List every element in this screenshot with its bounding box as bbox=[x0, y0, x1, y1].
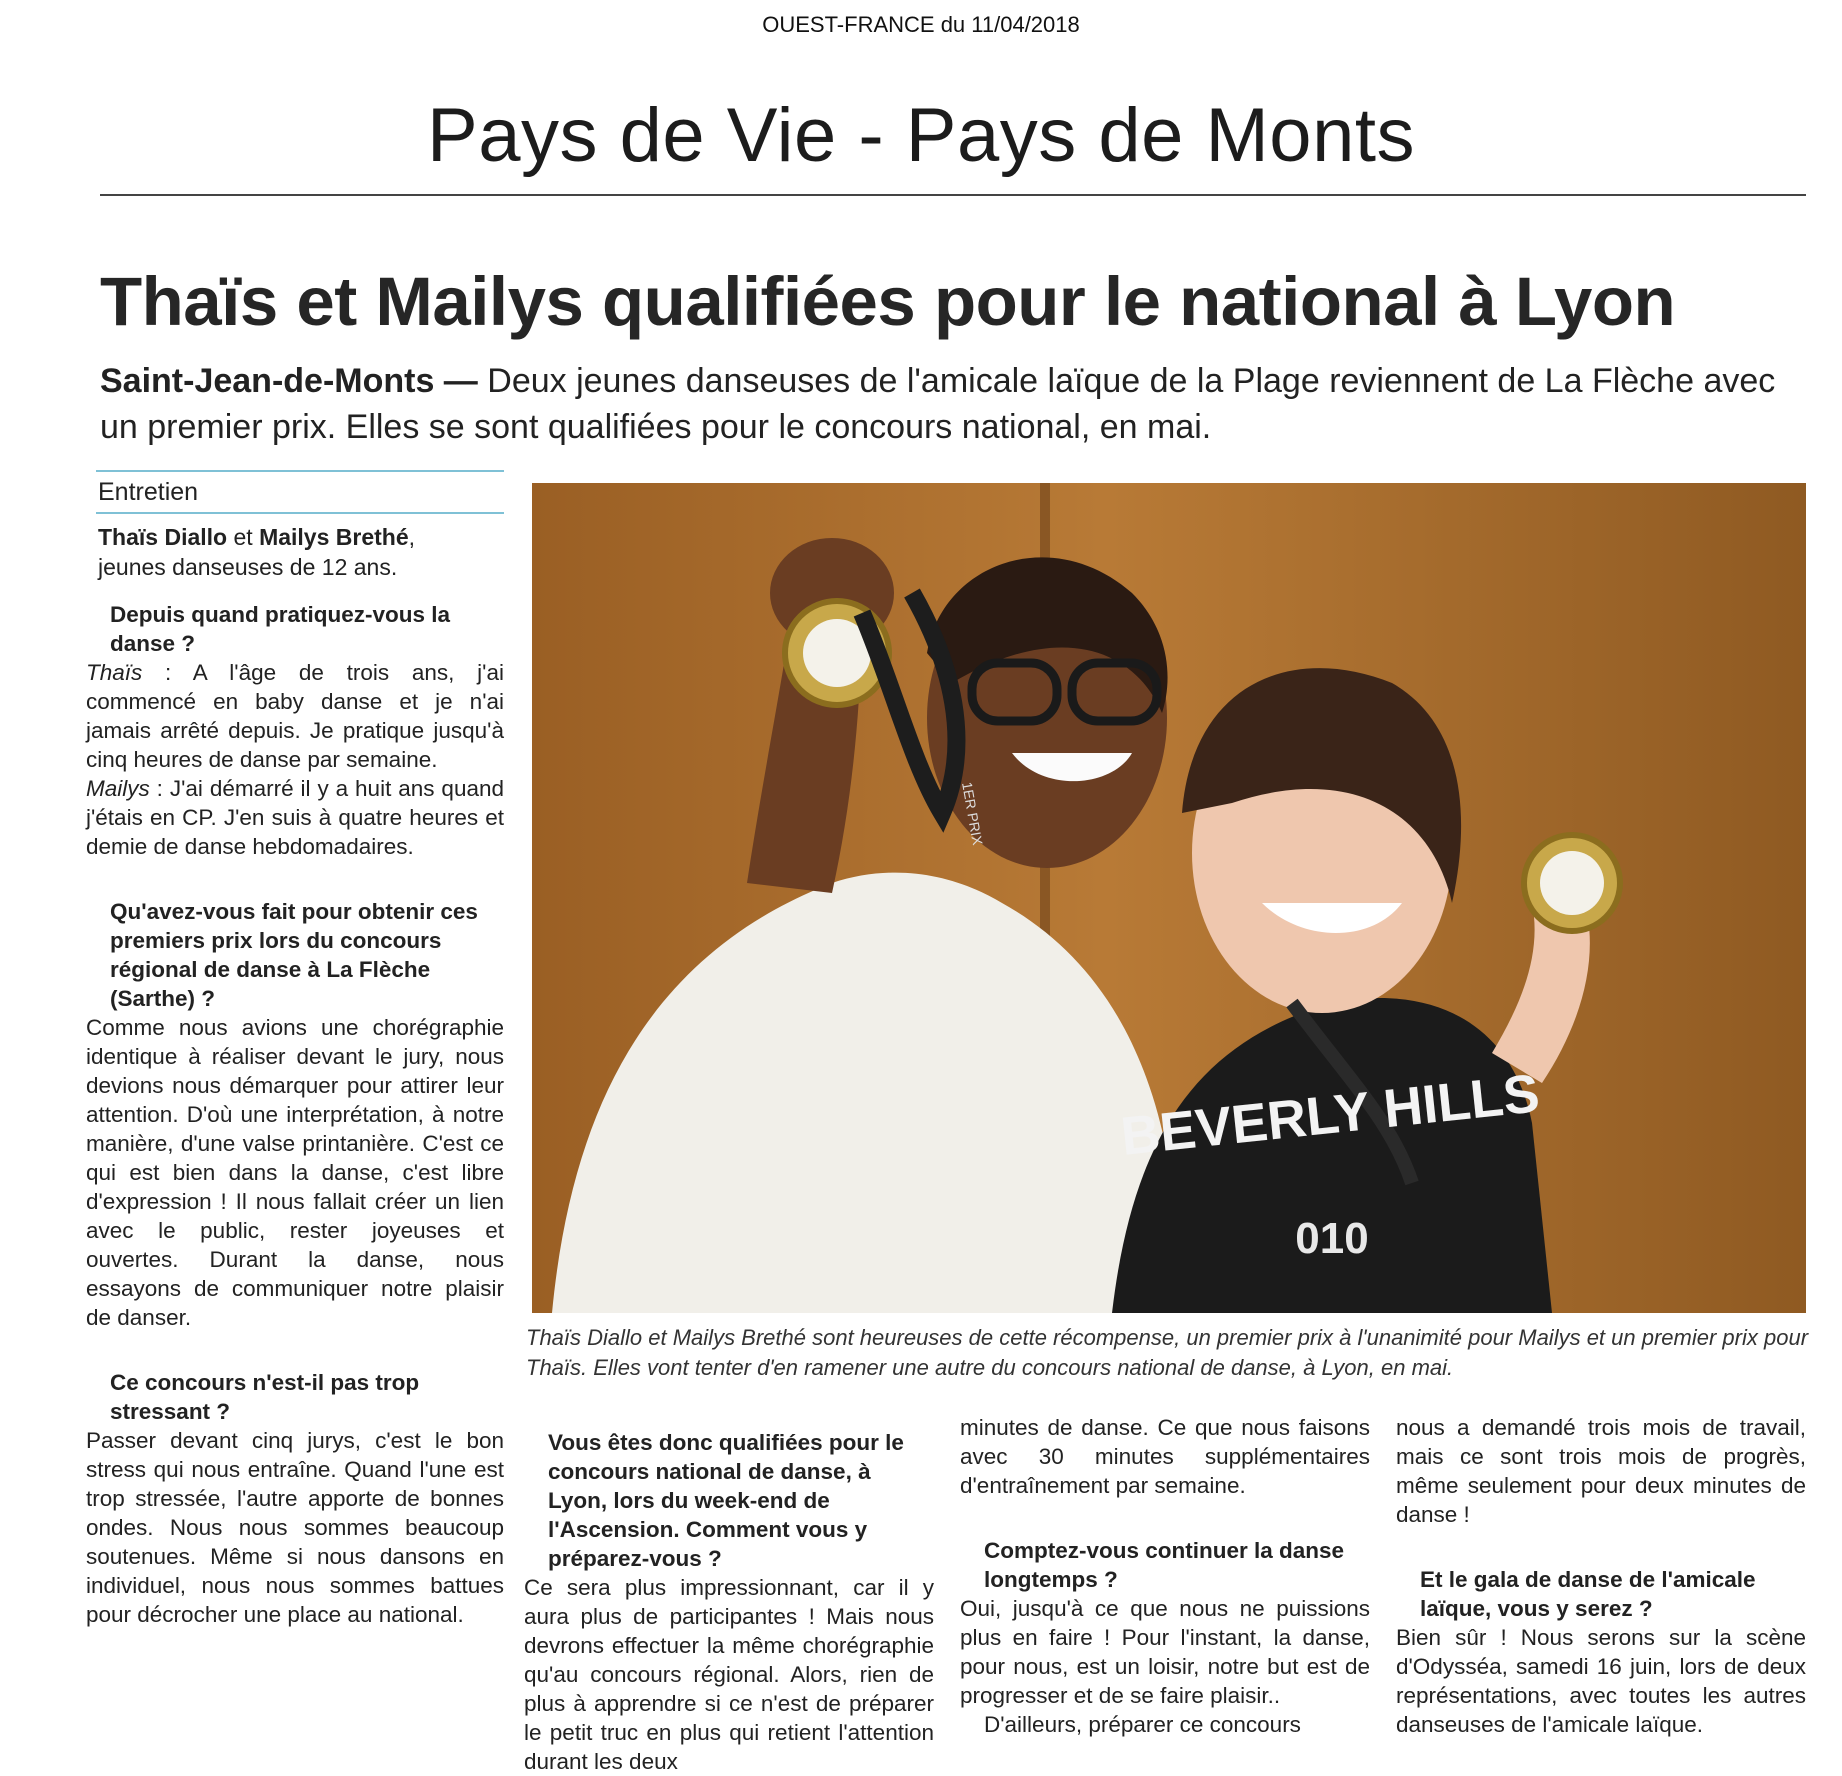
column-2 bbox=[524, 1428, 934, 1776]
answer-2: Comme nous avions une chorégraphie identique à réaliser devant le jury, nous devions nous démarquer pour attirer leur attention. D'où une interprétation, à notre manière, d'une valse printanière. C'est ce qui est bien dans la danse, c'est libre d'expression ! Il nous fallait créer un lien avec le public, rester joyeuses et ouvertes. Durant la danse, nous essayons de communiquer notre plaisir de danser. bbox=[86, 1015, 504, 1330]
column-4 bbox=[1396, 1413, 1806, 1739]
photo-illustration bbox=[532, 483, 1806, 1313]
answer-3: Passer devant cinq jurys, c'est le bon stress qui nous entraîne. Quand l'une est trop stressée, l'autre apporte de bonnes ondes. Nous nous sommes beaucoup soutenues. Même si nous dansons en individuel, nous nous sommes battues pour décrocher une place au national. bbox=[86, 1428, 504, 1627]
speaker-mailys: Mailys bbox=[86, 776, 150, 801]
answer-5-next: D'ailleurs, préparer ce concours bbox=[984, 1712, 1301, 1737]
question-3: Ce concours n'est-il pas trop stressant ? bbox=[110, 1370, 420, 1424]
kicker: Entretien bbox=[98, 478, 199, 506]
answer-1-mailys: : J'ai démarré il y a huit ans quand j'étais en CP. J'en suis à quatre heures et demie de danse hebdomadaires. bbox=[86, 776, 504, 859]
ribbon-text: 1ER PRIX bbox=[959, 780, 986, 847]
answer-6: Bien sûr ! Nous serons sur la scène d'Odysséa, samedi 16 juin, lors de deux représentations, avec toutes les autres danseuses de l'amicale laïque. bbox=[1396, 1625, 1806, 1737]
byline-name-1: Thaïs Diallo bbox=[98, 524, 228, 550]
article-photo bbox=[532, 483, 1806, 1313]
shirt-number: 010 bbox=[1295, 1214, 1369, 1263]
article-headline: Thaïs et Mailys qualifiées pour le national à Lyon bbox=[100, 263, 1676, 340]
section-divider bbox=[100, 194, 1806, 196]
photo-caption: Thaïs Diallo et Mailys Brethé sont heureuses de cette récompense, un premier prix à l'unanimité pour Mailys et un premier prix pour Thaïs. Elles vont tenter d'en ramener une autre du concours national de danse, à Lyon, en mai. bbox=[526, 1325, 1809, 1380]
speaker-thais: Thaïs bbox=[86, 660, 143, 685]
question-4: Vous êtes donc qualifiées pour le concours national de danse, à Lyon, lors du week-end de l'Ascension. Comment vous y préparez-vous ? bbox=[548, 1430, 904, 1571]
lead-place: Saint-Jean-de-Monts — bbox=[100, 362, 478, 400]
source-line: OUEST-FRANCE du 11/04/2018 bbox=[762, 12, 1080, 37]
answer-5: Oui, jusqu'à ce que nous ne puissions plus en faire ! Pour l'instant, la danse, pour nous, est un loisir, notre but est de progresser et de se faire plaisir.. bbox=[960, 1596, 1370, 1708]
shirt-print: BEVERLY HILLS bbox=[1118, 1063, 1543, 1167]
byline: Thaïs Diallo et Mailys Brethé, jeunes danseuses de 12 ans. bbox=[98, 524, 416, 580]
question-6: Et le gala de danse de l'amicale laïque, vous y serez ? bbox=[1420, 1567, 1756, 1621]
question-1: Depuis quand pratiquez-vous la danse ? bbox=[110, 602, 451, 656]
answer-1-thais: : A l'âge de trois ans, j'ai commencé en baby danse et je n'ai jamais arrêté depuis. Je pratique jusqu'à cinq heures de danse par semaine. bbox=[86, 660, 504, 772]
column-1 bbox=[86, 600, 504, 1629]
byline-desc: jeunes danseuses de 12 ans. bbox=[98, 554, 398, 580]
answer-5-continued: nous a demandé trois mois de travail, mais ce sont trois mois de progrès, même seulement pour deux minutes de danse ! bbox=[1396, 1415, 1806, 1527]
answer-4: Ce sera plus impressionnant, car il y aura plus de participantes ! Mais nous devrons effectuer la même chorégraphie qu'au concours régional. Alors, rien de plus à apprendre si ce n'est de préparer le petit truc en plus qui retient l'attention durant les deux bbox=[524, 1575, 934, 1774]
article-lead bbox=[100, 358, 1780, 450]
lead-text: Deux jeunes danseuses de l'amicale laïque de la Plage reviennent de La Flèche avec un premier prix. Elles se sont qualifiées pour le concours national, en mai. bbox=[100, 362, 1776, 446]
kicker-rule-top bbox=[96, 470, 504, 472]
byline-conj: et bbox=[227, 524, 260, 550]
answer-4-continued: minutes de danse. Ce que nous faisons avec 30 minutes supplémentaires d'entraînement par semaine. bbox=[960, 1415, 1370, 1498]
column-3 bbox=[960, 1413, 1370, 1739]
kicker-rule-bottom bbox=[96, 512, 504, 514]
section-title: Pays de Vie - Pays de Monts bbox=[427, 93, 1415, 178]
answer-1 bbox=[86, 658, 504, 861]
question-5: Comptez-vous continuer la danse longtemps ? bbox=[984, 1538, 1345, 1592]
byline-name-2: Mailys Brethé bbox=[259, 524, 409, 550]
question-2: Qu'avez-vous fait pour obtenir ces premiers prix lors du concours régional de danse à La Flèche (Sarthe) ? bbox=[110, 899, 478, 1011]
